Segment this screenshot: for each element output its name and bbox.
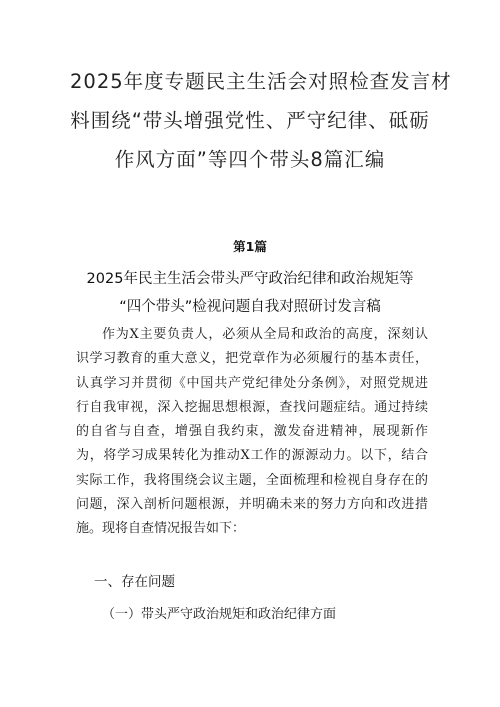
speech-title-line: “四个带头”检视问题自我对照研讨发言稿 <box>119 299 381 315</box>
speech-title <box>80 265 420 321</box>
paragraph-line: 施。现将自查情况报告如下： <box>76 521 246 537</box>
sub-heading: （一）带头严守政治规矩和政治纪律方面 <box>102 607 337 622</box>
title-line: 2025年度专题民主生活会对照检查发言材 <box>70 70 452 93</box>
paragraph-line: 实际工作，我将围绕会议主题，全面梳理和检视自身存在的 <box>76 472 428 488</box>
paragraph-line: 认真学习并贯彻《中国共产党纪律处分条例》，对照党规进 <box>76 375 428 391</box>
title-line: 料围绕“带头增强党性、严守纪律、砥砺 <box>70 109 430 132</box>
part-label: 第1篇 <box>233 239 267 254</box>
speech-title-line: 2025年民主生活会带头严守政治纪律和政治规矩等 <box>86 271 414 287</box>
paragraph-line: 的自省与自查，增强自我约束，激发奋进精神，展现新作 <box>76 424 428 440</box>
document-title <box>70 62 452 179</box>
title-line: 作风方面”等四个带头8篇汇编 <box>114 148 386 171</box>
paragraph-line: 作为X主要负责人，必须从全局和政治的高度，深刻认 <box>102 327 428 342</box>
paragraph-line: 问题，深入剖析问题根源，并明确未来的努力方向和改进措 <box>76 497 428 513</box>
paragraph-line: 为，将学习成果转化为推动X工作的源源动力。以下，结合 <box>76 448 428 464</box>
body-paragraph <box>76 323 428 542</box>
paragraph-line: 识学习教育的重大意义，把党章作为必须履行的基本责任， <box>76 351 428 367</box>
section-heading: 一、存在问题 <box>94 574 175 590</box>
paragraph-line: 行自我审视，深入挖掘思想根源，查找问题症结。通过持续 <box>76 399 428 415</box>
